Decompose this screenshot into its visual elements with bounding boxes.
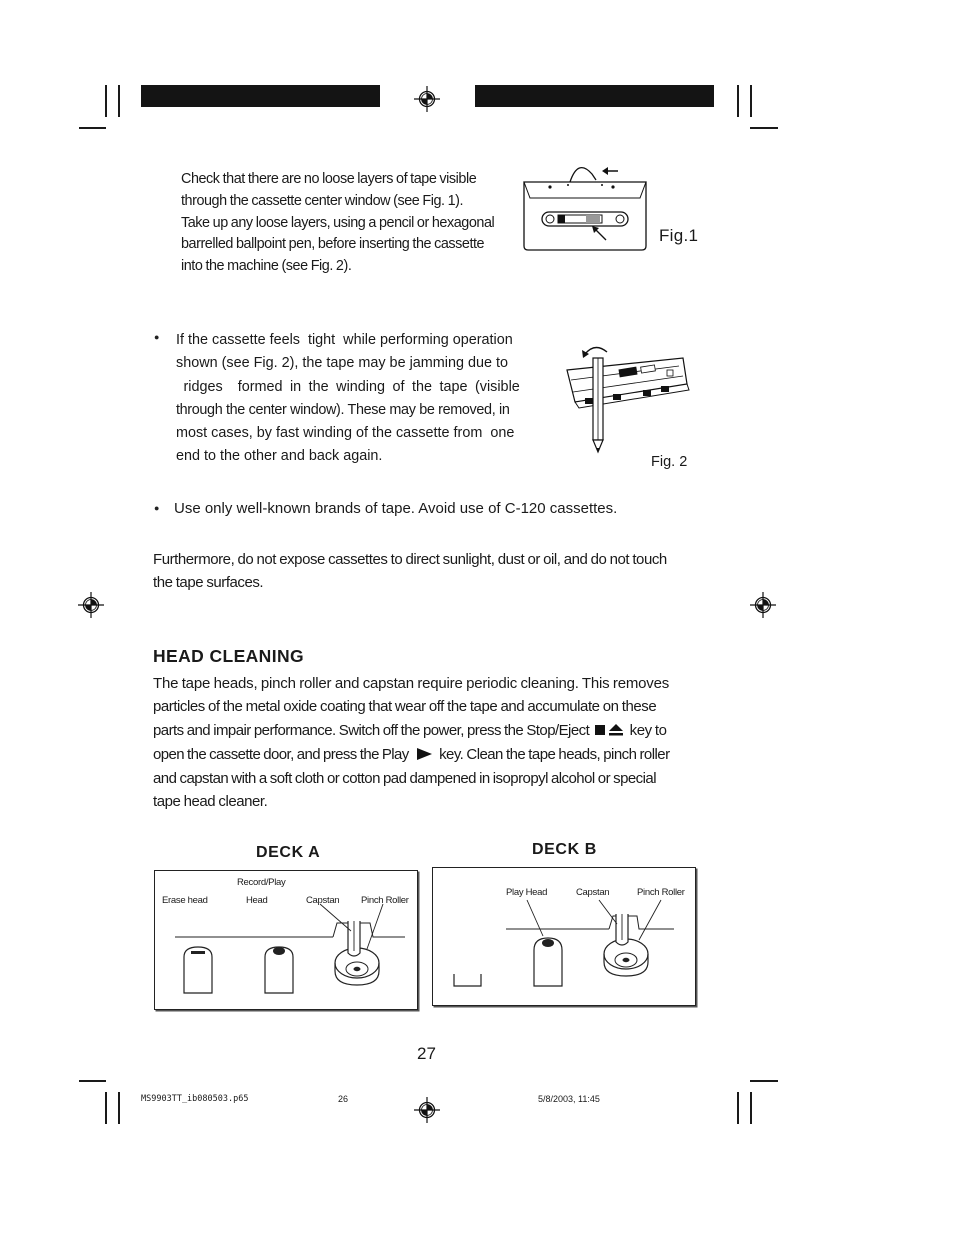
deck-a-title: DECK A [256,844,321,861]
pinch-roller-label: Pinch Roller [361,895,409,906]
cassette-figure-1 [520,160,650,255]
text-segment: open the cassette door, and press the Play [153,745,409,763]
paragraph-exposure [153,548,713,595]
crop-mark [750,85,752,117]
capstan-label: Capstan [306,895,340,906]
text-line: ridges formed in the winding of the tape (visible [176,378,520,395]
crop-mark [750,127,778,129]
text-line: Take up any loose layers, using a pencil or hexagonal [181,214,495,231]
top-bar-right [475,85,714,107]
deck-a-heads-drawing [155,871,417,1009]
bullet-icon: ● [154,503,160,513]
text-line: end to the other and back again. [176,448,383,465]
section-heading-head-cleaning: HEAD CLEANING [153,646,305,666]
erase-head-label: Erase head [162,895,208,906]
crop-mark [737,85,739,117]
registration-mark-icon [414,86,440,112]
page-number: 27 [417,1044,436,1063]
text-line: and capstan with a soft cloth or cotton pad dampened in isopropyl alcohol or special [153,770,656,788]
text-line: into the machine (see Fig. 2). [181,258,352,275]
text-line: Check that there are no loose layers of tape visible [181,171,477,187]
paragraph-loose-layers [181,169,516,278]
footer-sheet: 26 [338,1094,349,1104]
registration-mark-icon [414,1097,440,1123]
text-line [153,743,713,767]
text-line: particles of the metal oxide coating that wear off the tape and accumulate on these [153,698,657,716]
text-line [153,719,713,743]
deck-b-title: DECK B [532,841,597,858]
paragraph-tape-brands: Use only well-known brands of tape. Avoid use of C-120 cassettes. [174,500,618,517]
head-label: Head [246,895,268,906]
text-segment: key to [629,721,667,739]
text-line: Furthermore, do not expose cassettes to direct sunlight, dust or oil, and do not touch [153,551,667,568]
text-line: the tape surfaces. [153,574,264,592]
play-icon [416,744,432,767]
text-line: through the center window). These may be removed, in [176,401,510,418]
paragraph-head-cleaning [153,672,713,814]
cassette-pencil-figure-2 [555,340,695,455]
text-line: If the cassette feels tight while performing operation [176,332,513,348]
fig1-label: Fig.1 [659,226,699,245]
text-segment: key. Clean the tape heads, pinch roller [439,745,670,763]
stop-eject-icon [594,720,624,743]
record-play-label: Record/Play [237,877,286,888]
text-line: tape head cleaner. [153,793,268,811]
text-line: barrelled ballpoint pen, before inserting the cassette [181,236,485,253]
crop-mark [118,1092,120,1124]
registration-mark-icon [78,592,104,618]
deck-b-heads-drawing [433,868,695,1005]
text-segment: parts and impair performance. Switch off the power, press the Stop/Eject [153,721,590,739]
crop-mark [105,1092,107,1124]
footer-date: 5/8/2003, 11:45 [538,1094,600,1104]
play-head-label: Play Head [506,887,548,898]
pinch-roller-label: Pinch Roller [637,887,685,898]
text-line: shown (see Fig. 2), the tape may be jamming due to [176,355,508,372]
crop-mark [79,1080,106,1082]
paragraph-cassette-tight [176,329,531,469]
bullet-icon: ● [154,332,160,342]
crop-mark [750,1080,778,1082]
deck-b-diagram [432,867,696,1006]
footer-filename: MS9903TT_ib080503.p65 [141,1094,249,1104]
text-line: The tape heads, pinch roller and capstan require periodic cleaning. This removes [153,675,670,692]
top-bar-left [141,85,380,107]
deck-a-diagram [154,870,418,1010]
registration-mark-icon [750,592,776,618]
text-line: through the cassette center window (see Fig. 1). [181,192,464,209]
crop-mark [118,85,120,117]
crop-mark [105,85,107,117]
capstan-label: Capstan [576,887,610,898]
crop-mark [750,1092,752,1124]
crop-mark [79,127,106,129]
fig2-label: Fig. 2 [651,454,688,470]
text-line: most cases, by fast winding of the cassette from one [176,425,515,442]
crop-mark [737,1092,739,1124]
